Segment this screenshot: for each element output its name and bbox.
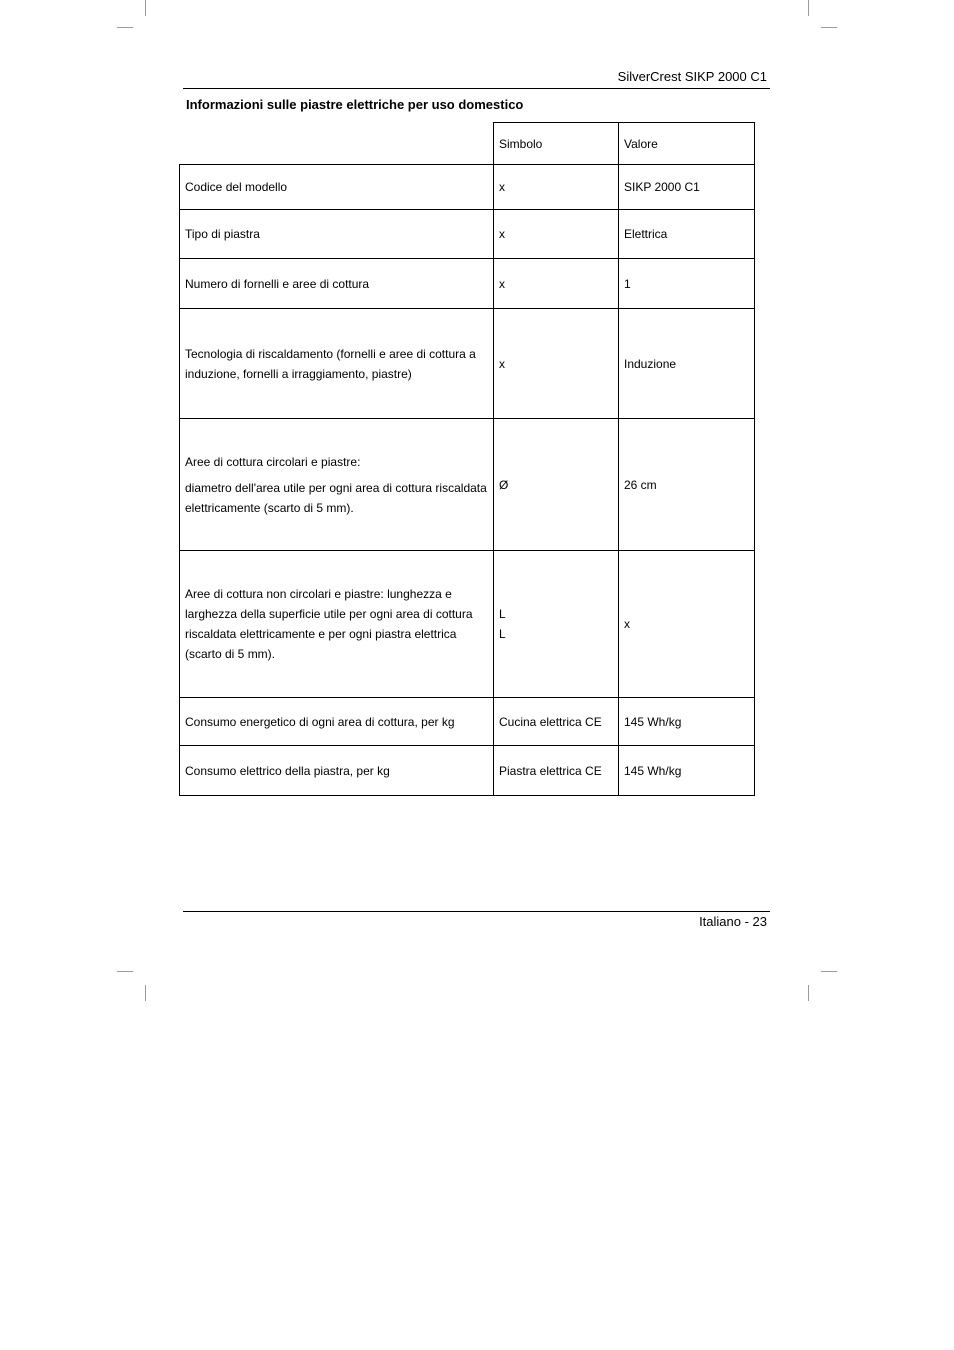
table-row [180,165,755,210]
description-cell [180,419,494,551]
value-cell: SIKP 2000 C1 [619,165,755,210]
description-cell [180,698,494,746]
spec-table [179,122,755,796]
symbol-text: x [499,276,505,291]
description-cell [180,210,494,259]
symbol-cell [494,698,619,746]
description-text: Aree di cottura circolari e piastre: [185,454,361,469]
crop-mark [821,971,837,972]
crop-mark [808,985,809,1001]
header-rule [183,88,770,89]
value-cell: 1 [619,259,755,309]
description-text: diametro dell'area utile per ogni area di cottura riscaldata elettricamente (scarto di 5 mm). [185,480,487,515]
value-cell: 26 cm [619,419,755,551]
footer-rule [183,911,770,912]
table-row [180,259,755,309]
description-text: Numero di fornelli e aree di cottura [185,276,370,291]
length-symbol: L [499,607,506,621]
crop-mark [821,27,837,28]
header-cell-symbol: Simbolo [494,123,619,165]
symbol-text: Cucina elettrica CE [499,714,602,729]
running-header: SilverCrest SIKP 2000 C1 [617,69,767,84]
value-cell: 145 Wh/kg [619,746,755,796]
value-cell: Induzione [619,309,755,419]
description-text: Consumo elettrico della piastra, per kg [185,763,390,778]
table-row [180,698,755,746]
symbol-text: Piastra elettrica CE [499,763,602,778]
description-cell [180,746,494,796]
description-text: Codice del modello [185,180,288,194]
length-symbol: L [499,627,506,641]
description-text: Aree di cottura non circolari e piastre: lunghezza e larghezza della superficie utile per ogni area di cottura riscaldata elettricamente e per ogni piastra elettrica (scarto di 5 mm). [185,587,473,661]
diameter-symbol: Ø [499,477,509,492]
description-text: Tecnologia di riscaldamento (fornelli e aree di cottura a induzione, fornelli a irraggiamento, piastre) [185,346,476,381]
symbol-cell [494,419,619,551]
description-text: Consumo energetico di ogni area di cottura, per kg [185,714,455,729]
symbol-cell [494,309,619,419]
symbol-text: x [499,227,505,241]
table-row [180,551,755,698]
crop-mark [145,985,146,1001]
value-cell: Elettrica [619,210,755,259]
crop-mark [117,971,133,972]
value-cell: x [619,551,755,698]
table-row [180,309,755,419]
section-title: Informazioni sulle piastre elettriche per uso domestico [186,97,524,112]
description-cell [180,551,494,698]
crop-mark [145,0,146,16]
table-header-row [180,123,755,165]
table-row [180,210,755,259]
description-cell [180,259,494,309]
symbol-cell [494,210,619,259]
description-cell [180,165,494,210]
header-cell-value: Valore [619,123,755,165]
page-number: Italiano - 23 [699,914,767,929]
value-cell: 145 Wh/kg [619,698,755,746]
description-text: Tipo di piastra [185,227,260,241]
table-row [180,746,755,796]
header-cell-blank [180,123,494,165]
symbol-text: x [499,356,505,371]
description-cell [180,309,494,419]
table-row [180,419,755,551]
symbol-cell [494,165,619,210]
crop-mark [808,0,809,16]
symbol-cell [494,259,619,309]
symbol-text: x [499,180,505,194]
symbol-cell [494,551,619,698]
symbol-cell [494,746,619,796]
crop-mark [117,27,133,28]
